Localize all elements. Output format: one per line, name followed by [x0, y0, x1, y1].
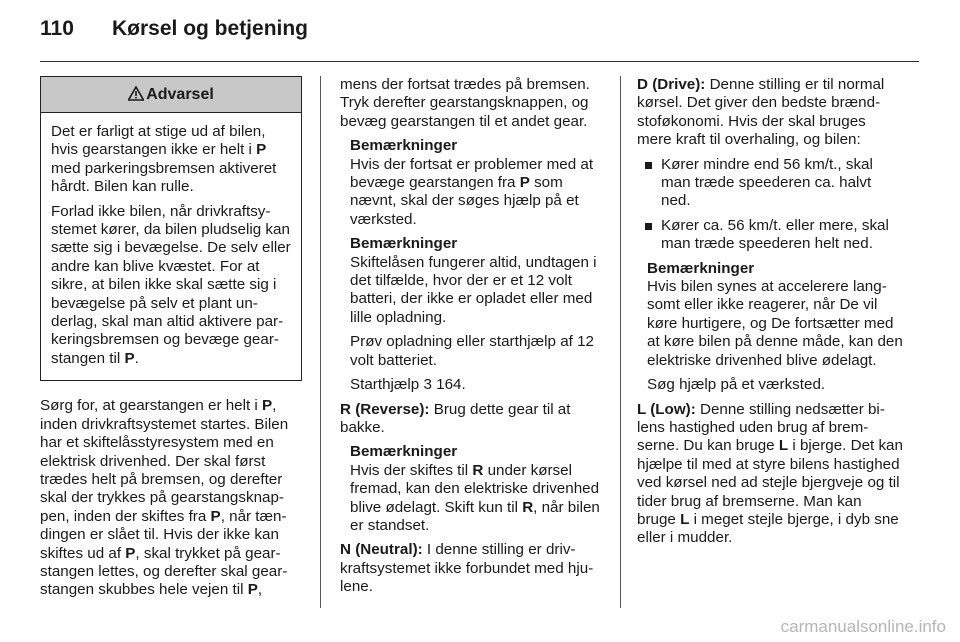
note-4-title: Bemærkninger	[647, 259, 755, 277]
note-2-text: Skiftelåsen fungerer altid, undtagen i det tilfælde, hvor der er et 12 volt batteri, der ikke er opladet eller med lille opladning.	[350, 253, 597, 326]
note-1-text: Hvis der fortsat er problemer med at bevæge gearstangen fra P som nævnt, skal der søges hjælp på et værksted.	[350, 155, 594, 228]
note-1-title: Bemærkninger	[350, 137, 458, 155]
col2-intro: mens der fortsat trædes på bremsen. Tryk derefter gearstangsknappen, og bevæg gearstangen til et andet gear.	[340, 76, 590, 130]
note-2-p3: Starthjælp 3 164.	[350, 376, 466, 394]
page-title: Kørsel og betjening	[112, 17, 309, 40]
reverse-paragraph: R (Reverse): Brug dette gear til at bakke.	[340, 400, 571, 436]
note-4	[637, 260, 903, 395]
note-1	[340, 137, 604, 229]
bullet-square-icon	[645, 223, 652, 230]
note-3-title: Bemærkninger	[350, 443, 458, 461]
column-divider-1	[320, 76, 321, 608]
note-2	[340, 235, 604, 394]
watermark: carmanualsonline.info	[780, 616, 946, 636]
header-rule	[40, 61, 919, 62]
drive-paragraph: D (Drive): Denne stilling er til normal kørsel. Det giver den bedste brændstoføkonomi. Hvis der skal bruges mere kraft til overhaling, og bilen:	[637, 76, 885, 149]
warning-title: Advarsel	[146, 86, 214, 103]
warning-body	[41, 113, 301, 380]
note-2-title: Bemærkninger	[350, 235, 458, 253]
low-paragraph: L (Low): Denne stilling nedsætter bilens hastighed uden brug af bremserne. Du kan bruge L i bjerge. Det kan hjælpe til med at styre bilens hastighed ved kørsel ned ad stejle bjergveje og til tider brug af bremserne. Man kan bruge L i meget stejle bjerge, i dyb sne eller i mudder.	[637, 400, 903, 547]
note-4-p2: Søg hjælp på et værksted.	[647, 376, 826, 394]
warning-paragraph-2: Forlad ikke bilen, når drivkraftsystemet kører, da bilen pludselig kan sætte sig i bevægelse. De selv eller andre kan blive kvæstet. For at sikre, at bilen ikke skal sætte sig i bevægelse på selv et plant underlag, skal man altid aktivere parkeringsbremsen og bevæge gearstangen til P.	[51, 202, 291, 367]
column-3	[637, 76, 903, 554]
warning-paragraph-1: Det er farligt at stige ud af bilen, hvis gearstangen ikke er helt i P med parkeringsbremsen aktiveret hårdt. Bilen kan rulle.	[51, 123, 277, 196]
note-2-p2: Prøv opladning eller starthjælp af 12 volt batteriet.	[350, 333, 594, 369]
warning-box	[40, 76, 302, 381]
warning-triangle-icon	[128, 86, 144, 101]
column-divider-2	[620, 76, 621, 608]
warning-header	[41, 77, 301, 113]
list-item: Kører ca. 56 km/t. eller mere, skal man træde speederen helt ned.	[637, 217, 903, 254]
column-2	[340, 76, 604, 603]
note-3-text: Hvis der skiftes til R under kørsel fremad, kan den elektriske drivenhed blive ødelagt. Skift kun til R, når bilen er standset.	[350, 461, 600, 534]
page-reference-arrow-icon: 3	[423, 376, 432, 394]
note-4-text: Hvis bilen synes at accelerere langsomt eller ikke reagerer, når De vil køre hurtigere, og De fortsætter med at køre bilen på denne måde, kan den elektriske drivenhed blive ødelagt.	[647, 278, 903, 369]
note-3	[340, 443, 604, 535]
page-number: 110	[40, 17, 74, 40]
column-1	[40, 76, 302, 606]
drive-bullet-list	[637, 156, 903, 254]
gearshift-paragraph: Sørg for, at gearstangen er helt i P, inden drivkraftsystemet startes. Bilen har et skiftelåsstyresystem med en elektrisk drivenhed. Der skal først trædes helt på bremsen, og derefter skal der trykkes på gearstangsknappen, inden der skiftes fra P, når tændingen er slået til. Hvis der ikke kan skiftes ud af P, skal trykket på gearstangen lettes, og derefter skal gearstangen skubbes hele vejen til P,	[40, 397, 289, 599]
page-header	[40, 16, 308, 42]
list-item: Kører mindre end 56 km/t., skal man træde speederen ca. halvt ned.	[637, 156, 903, 211]
neutral-paragraph: N (Neutral): I denne stilling er drivkraftsystemet ikke forbundet med hjulene.	[340, 541, 594, 596]
bullet-square-icon	[645, 162, 652, 169]
